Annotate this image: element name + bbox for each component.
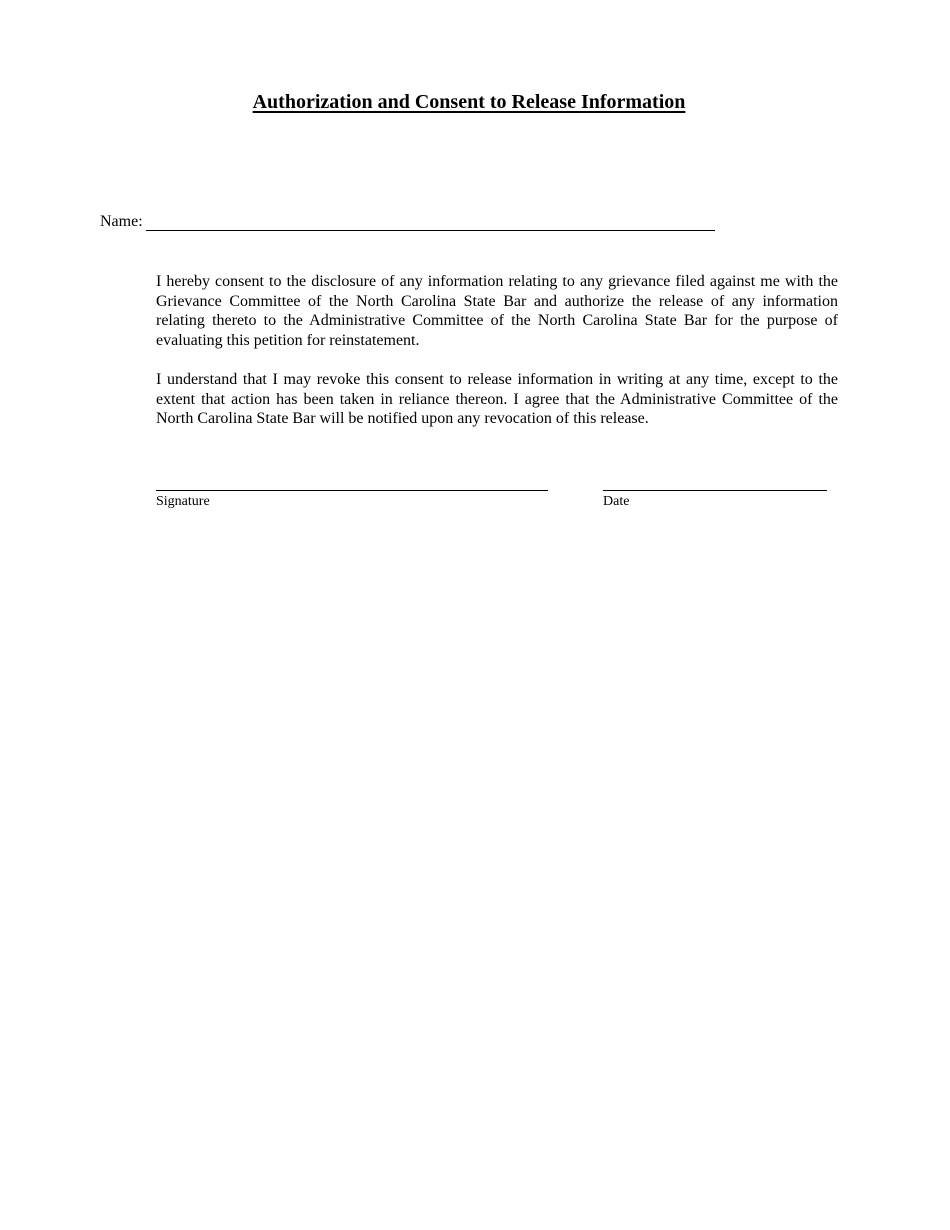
- date-label: Date: [603, 494, 630, 509]
- name-label: Name:: [100, 213, 143, 230]
- consent-paragraph: I hereby consent to the disclosure of any information relating to any grievance filed against me with the Grievance Committee of the North Carolina State Bar and authorize the release of any information relating thereto to the Administrative Committee of the North Carolina State Bar for the purpose of evaluating this petition for reinstatement.: [156, 273, 838, 350]
- revocation-paragraph: I understand that I may revoke this consent to release information in writing at any time, except to the extent that action has been taken in reliance thereon. I agree that the Administrative Committee of the North Carolina State Bar will be notified upon any revocation of this release.: [156, 371, 838, 428]
- name-field-line[interactable]: [146, 230, 715, 231]
- signature-label: Signature: [156, 494, 210, 509]
- name-field-row: [100, 212, 720, 234]
- date-line[interactable]: [603, 490, 827, 491]
- page-title: Authorization and Consent to Release Information: [252, 91, 686, 113]
- signature-line[interactable]: [156, 490, 548, 491]
- signature-block: [156, 490, 548, 510]
- date-block: [603, 490, 827, 510]
